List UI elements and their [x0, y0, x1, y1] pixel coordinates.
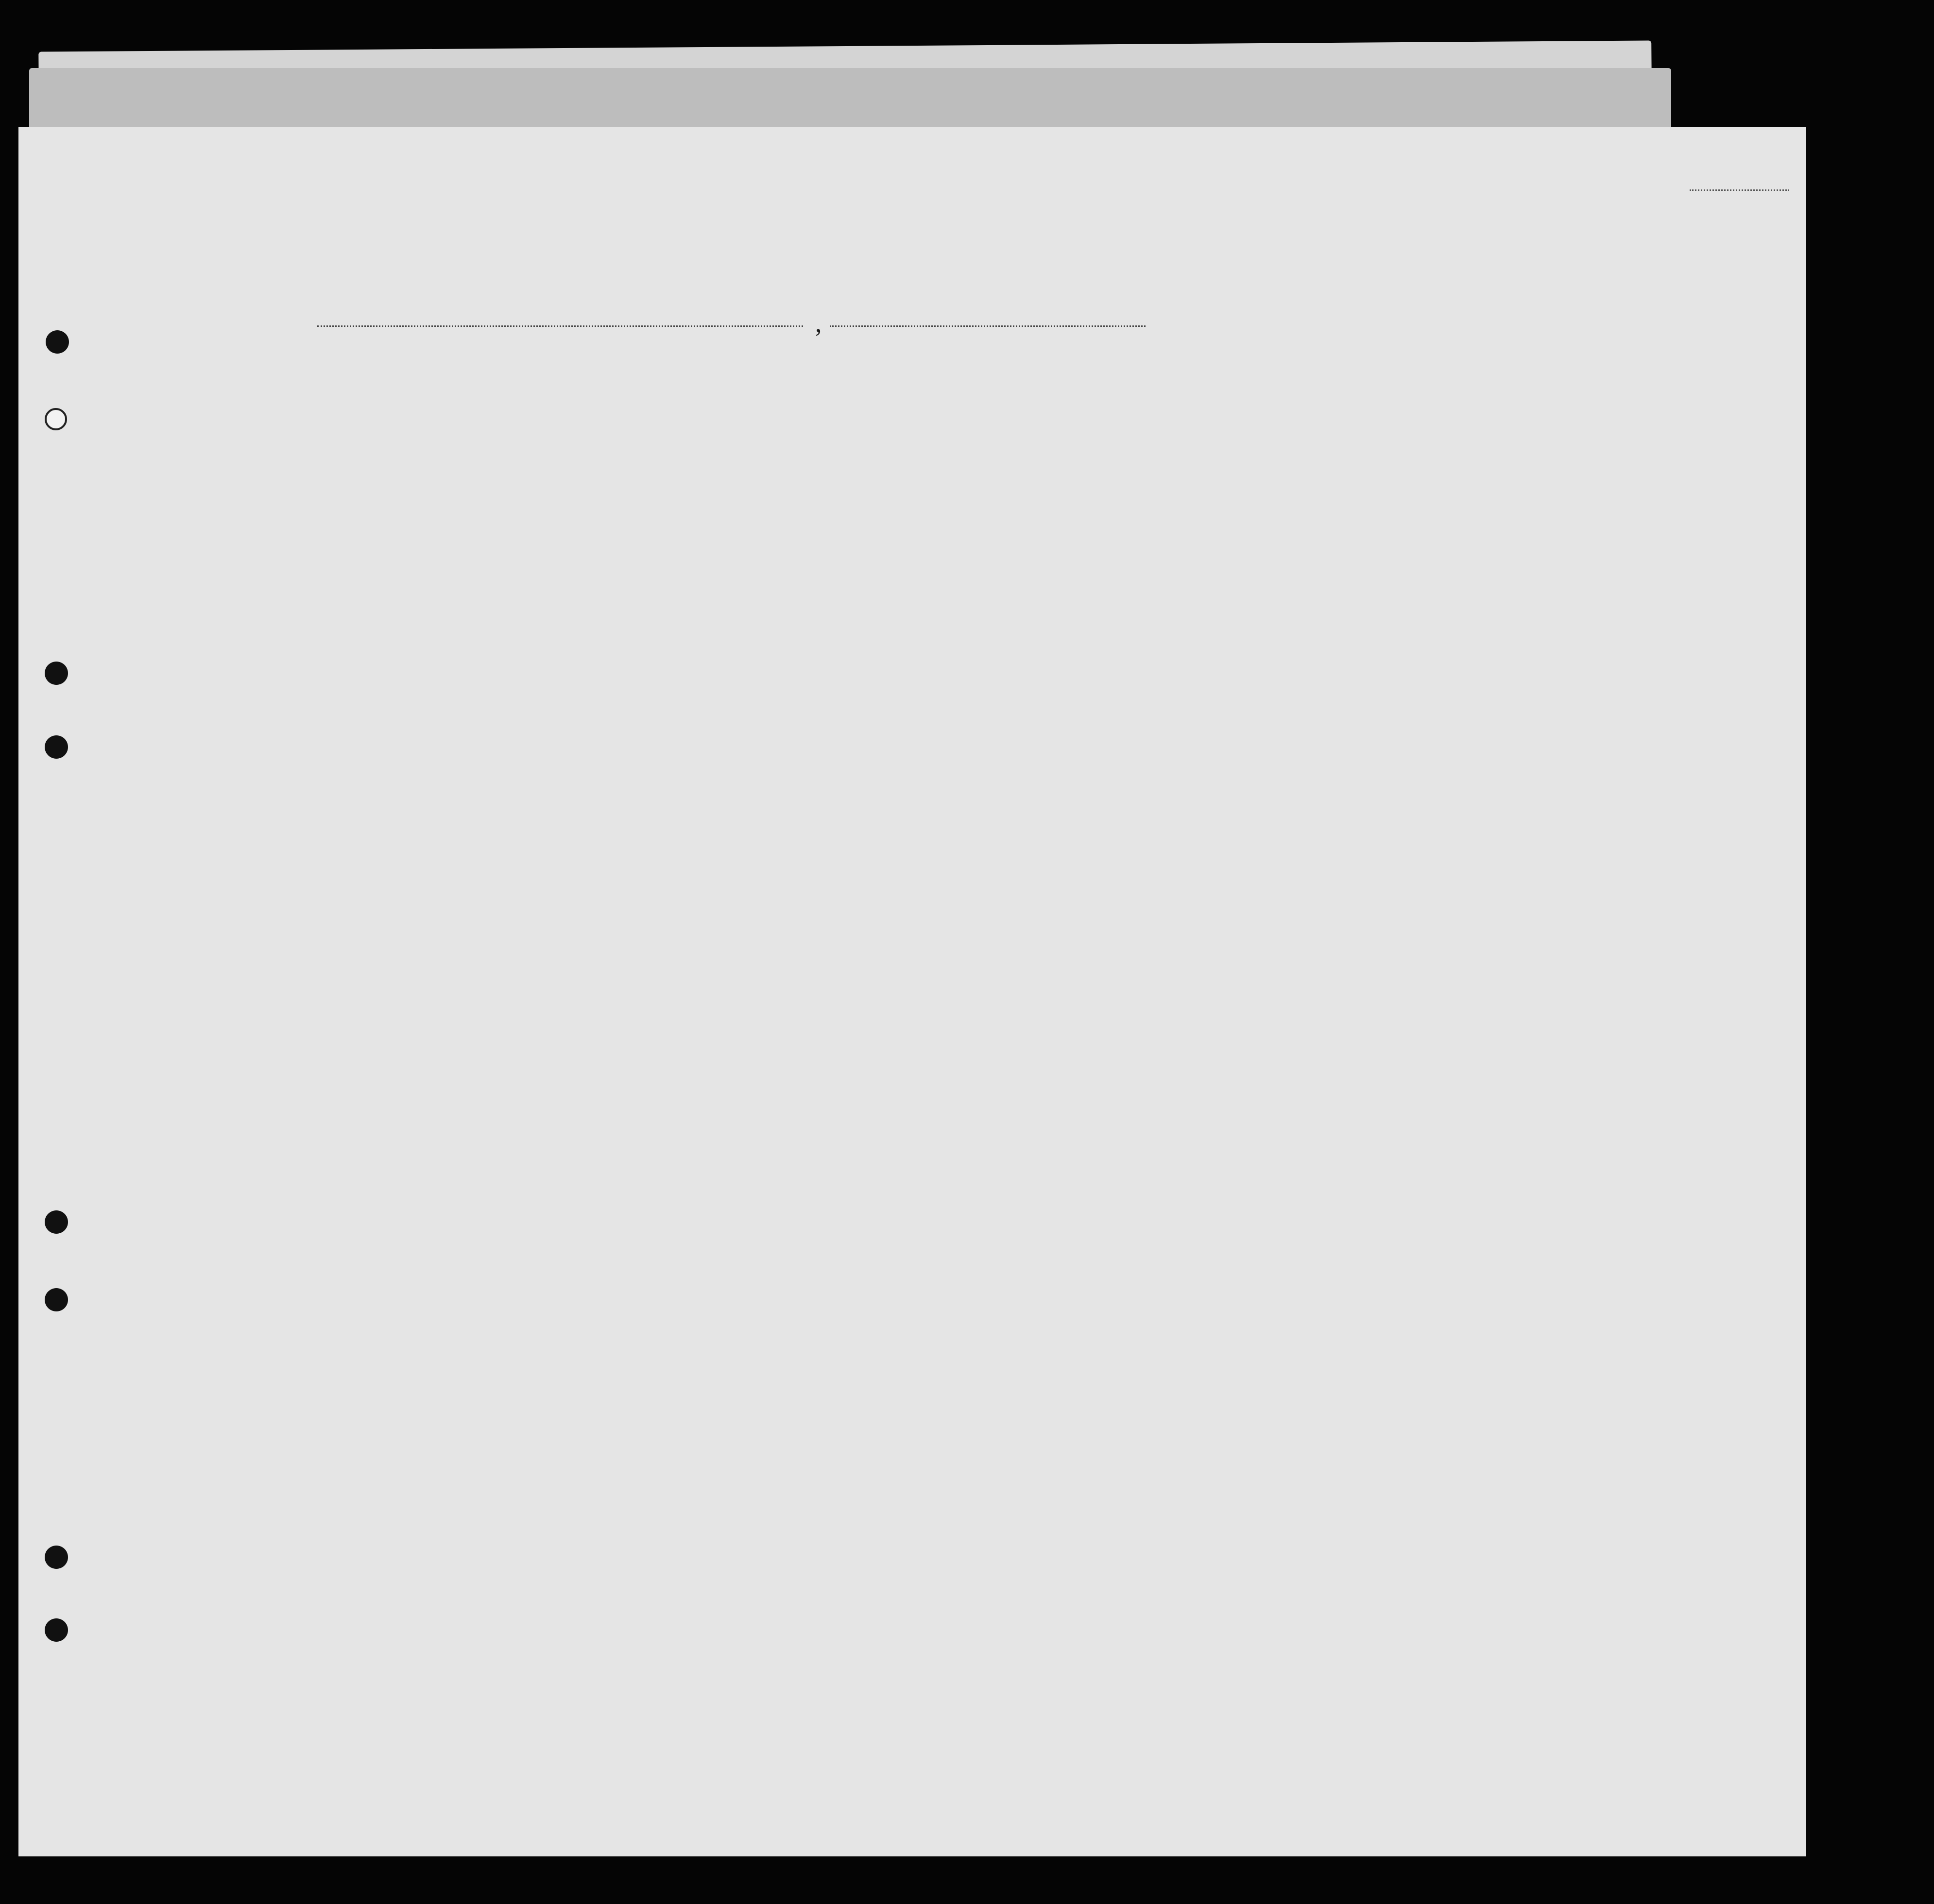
binder-hole: [45, 1210, 68, 1234]
manifest-sheet: [18, 127, 1806, 1856]
binder-hole: [45, 1546, 68, 1569]
binder-hole: [45, 1618, 68, 1642]
binder-hole: [46, 330, 69, 354]
binder-hole: [45, 662, 68, 685]
binder-hole: [45, 1288, 68, 1311]
binder-hole: [45, 408, 67, 430]
binder-hole: [45, 735, 68, 759]
comma-separator: ,: [815, 308, 822, 338]
table-grid: [18, 127, 1806, 1856]
